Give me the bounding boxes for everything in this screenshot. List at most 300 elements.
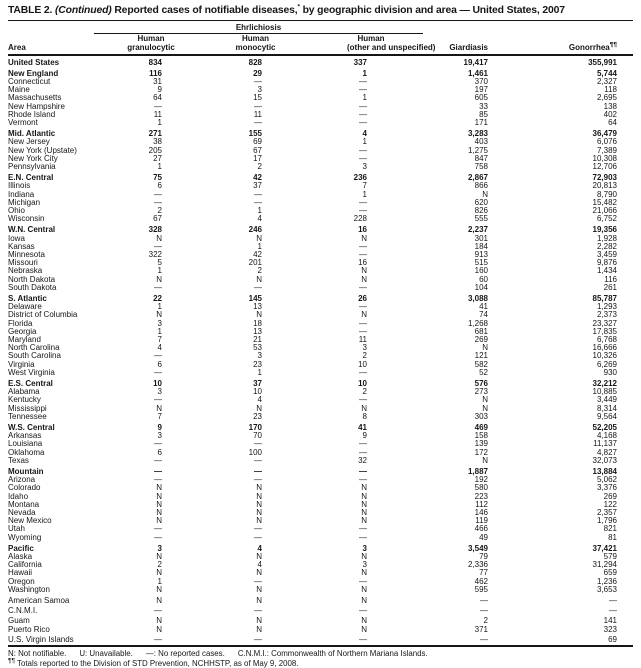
value-cell: N [361,596,367,606]
value-cell: — [359,395,367,405]
value-cell: N [361,584,367,594]
value-cell: 4 [257,543,262,553]
value-cell: N [256,516,262,526]
gonorrhea-column-header [495,34,633,55]
table-row [8,284,633,292]
value-cell: 64 [153,93,162,103]
value-cell: 7 [362,181,367,191]
value-cell: 11,137 [593,439,617,449]
ehrlichiosis-group-header [122,21,395,34]
value-cell: N [256,491,262,501]
value-cell: 3,376 [596,483,617,493]
area-cell: W.N. Central [8,225,56,235]
value-cell: 42 [253,173,262,183]
value-cell: N [361,615,367,625]
column-header-row [8,34,633,55]
value-cell: 41 [358,423,367,433]
area-cell: E.S. Central [8,379,53,389]
gonorrhea-label: Gonorrhea [568,43,610,52]
table-row [8,625,633,635]
value-cell: 466 [474,524,488,534]
value-cell: 758 [474,161,488,171]
area-cell: North Carolina [8,343,60,353]
area-cell: Pennsylvania [8,161,56,171]
area-cell: Mid. Atlantic [8,129,56,139]
value-cell: N [256,508,262,518]
value-cell: 10 [253,387,262,397]
area-cell: S. Atlantic [8,293,47,303]
area-cell: Indiana [8,189,35,199]
table-row [8,352,633,360]
table-header [8,21,633,55]
table-row [8,86,633,94]
value-cell: 8 [362,411,367,421]
value-cell: — [359,101,367,111]
table-row [8,182,633,190]
value-cell: 1 [157,117,162,127]
value-cell: N [256,584,262,594]
value-cell: N [156,508,162,518]
area-column-header: Area [8,34,122,55]
value-cell: N [156,491,162,501]
value-cell: 53 [253,343,262,353]
value-cell: 112 [475,499,488,509]
value-cell: N [256,233,262,243]
value-cell: N [156,552,162,562]
value-cell: 930 [603,367,617,377]
table-row [8,605,633,615]
value-cell: 4 [157,343,162,353]
value-cell: — [154,197,162,207]
gonorrhea-footnote-marker: ¶¶ [609,41,617,49]
value-cell: 155 [248,129,262,139]
value-cell: — [254,467,262,477]
value-cell: N [361,266,367,276]
area-cell: Ohio [8,205,25,215]
value-cell: — [359,117,367,127]
value-cell: — [359,153,367,163]
table-row [8,369,633,377]
title-text: Reported cases of notifiable diseases, [111,5,298,16]
value-cell: — [254,197,262,207]
table-row [8,449,633,457]
value-cell: 15,482 [592,197,617,207]
table-row [8,320,633,328]
value-cell: 21 [253,335,262,344]
value-cell: — [359,605,367,615]
value-cell: 273 [474,387,488,397]
value-cell: — [254,475,262,485]
value-cell: 3 [157,543,162,553]
value-cell: 2 [362,387,367,397]
value-cell: — [359,439,367,449]
value-cell: — [254,605,262,615]
area-cell: Florida [8,318,33,328]
table-row [8,413,633,421]
value-cell: 15 [253,93,262,103]
legend-item: U: Unavailable. [79,649,133,659]
value-cell: — [359,524,367,534]
area-cell: Oregon [8,576,35,586]
value-cell: N [361,568,367,578]
value-cell: N [256,274,262,284]
value-cell: 3 [257,85,262,95]
area-cell: Maine [8,85,30,95]
value-cell: 23 [253,359,262,369]
value-cell: 355,991 [588,57,617,67]
footnotes [8,647,633,668]
table-row [8,509,633,517]
title-continued: (Continued) [54,5,112,16]
table-row [8,569,633,577]
value-cell: 3 [157,387,162,397]
table-row [8,251,633,259]
value-cell: 170 [248,423,262,433]
value-cell: 2,327 [596,76,617,86]
area-cell: Missouri [8,258,38,268]
value-cell: — [154,189,162,199]
value-cell: 11 [358,335,367,344]
value-cell: — [359,447,367,457]
table-row [8,303,633,311]
table-row [8,440,633,448]
value-cell: 116 [149,68,162,78]
value-cell: 2,336 [467,560,488,570]
value-cell: 72,903 [592,173,617,183]
table-row [8,119,633,127]
table-row [8,111,633,119]
table-row [8,396,633,404]
table-row [8,344,633,352]
value-cell: 31 [153,76,162,86]
area-cell: New York (Upstate) [8,145,77,155]
human-other-column-header [295,34,436,55]
value-cell: 9 [362,431,367,441]
human-granulocytic-column-header [122,34,180,55]
value-cell: 3,088 [467,293,488,303]
value-cell: 595 [474,584,488,594]
value-cell: — [254,282,262,292]
value-cell: 6,752 [596,214,617,224]
value-cell: 301 [474,233,488,243]
value-cell: — [154,351,162,361]
value-cell: 13,884 [592,467,617,477]
value-cell: 4,168 [596,431,617,441]
value-cell: 75 [153,173,162,183]
value-cell: 11 [153,109,162,119]
spacer-cell [395,21,495,34]
value-cell: 1 [257,205,262,215]
table-row [8,163,633,171]
value-cell: — [154,439,162,449]
value-cell: 2 [257,266,262,276]
value-cell: — [154,467,162,477]
value-cell: 118 [604,85,617,95]
value-cell: N [361,491,367,501]
value-cell: N [361,499,367,509]
value-cell: 2,282 [596,241,617,251]
value-cell: — [254,455,262,465]
value-cell: 261 [603,282,617,292]
value-cell: 70 [253,431,262,441]
table-row [8,267,633,275]
table-row [8,405,633,413]
value-cell: 21,066 [592,205,617,215]
area-cell: Washington [8,584,50,594]
area-cell: Nevada [8,508,36,518]
value-cell: 16,666 [592,343,617,353]
value-cell: 2 [483,615,488,625]
value-cell: 834 [148,57,162,67]
table-title [8,5,633,21]
value-cell: 64 [608,117,617,127]
value-cell: N [361,552,367,562]
value-cell: — [154,634,162,644]
value-cell: 605 [474,93,488,103]
value-cell: 6 [157,359,162,369]
table-row [8,553,633,561]
value-cell: 4,827 [596,447,617,457]
value-cell: 3,459 [596,249,617,259]
area-cell: Massachusetts [8,93,62,103]
value-cell: — [154,524,162,534]
value-cell: N [256,403,262,413]
value-cell: N [256,499,262,509]
value-cell: 828 [248,57,262,67]
value-cell: 29 [253,68,262,78]
area-cell: Hawaii [8,568,33,578]
value-cell: 1 [362,137,367,147]
value-cell: 2 [362,351,367,361]
table-row [8,292,633,303]
value-cell: 69 [608,634,617,644]
value-cell: 172 [474,447,488,457]
value-cell: — [254,117,262,127]
value-cell: — [154,101,162,111]
table-row [8,484,633,492]
value-cell: 4 [257,560,262,570]
area-cell: Arkansas [8,431,42,441]
value-cell: 3,283 [467,129,488,139]
title-text-2: by geographic division and area — United States, 2007 [299,5,565,16]
value-cell: N [156,516,162,526]
value-cell: 1 [257,367,262,377]
area-cell: Delaware [8,302,42,312]
value-cell: 20,813 [592,181,617,191]
value-cell: N [482,455,488,465]
value-cell: 2 [257,161,262,171]
table-row [8,328,633,336]
value-cell: N [361,310,367,320]
value-cell: — [359,109,367,119]
table-row [8,207,633,215]
value-cell: — [154,605,162,615]
area-cell: Colorado [8,483,41,493]
value-cell: N [256,483,262,493]
value-cell: 462 [474,576,488,586]
group-header-row [8,21,633,34]
value-cell: 5 [157,258,162,268]
table-row [8,586,633,594]
value-cell: — [359,326,367,336]
value-cell: 3 [362,161,367,171]
value-cell: 171 [474,117,488,127]
value-cell: 141 [603,615,617,625]
value-cell: N [361,274,367,284]
value-cell: N [156,596,162,606]
value-cell: 37 [253,379,262,389]
value-cell: 371 [474,625,488,635]
value-cell: 323 [603,625,617,635]
value-cell: 52 [479,367,488,377]
area-cell: New Mexico [8,516,52,526]
value-cell: 3,549 [467,543,488,553]
giardiasis-column-header: Giardiasis [395,34,495,55]
table-row [8,465,633,476]
table-row [8,94,633,102]
area-cell: Idaho [8,491,29,501]
table-row [8,525,633,533]
value-cell: 9 [157,423,162,433]
value-cell: 1 [257,241,262,251]
value-cell: 580 [474,483,488,493]
value-cell: 79 [479,552,488,562]
area-cell: Wyoming [8,532,42,542]
header-line: monocytic [235,43,276,52]
value-cell: 9,564 [596,411,617,421]
value-cell: — [154,532,162,542]
area-cell: Rhode Island [8,109,56,119]
value-cell: 2,867 [467,173,488,183]
value-cell: N [361,483,367,493]
value-cell: — [254,101,262,111]
value-cell: 1 [362,68,367,78]
value-cell: — [359,634,367,644]
footnote-legend-line [8,649,633,659]
value-cell: 121 [474,351,488,361]
value-cell: 10,885 [592,387,617,397]
table-row [8,215,633,223]
value-cell: 52,205 [592,423,617,433]
value-cell: 1,236 [596,576,617,586]
value-cell: 201 [248,258,262,268]
table-row [8,377,633,388]
area-cell: Texas [8,455,29,465]
value-cell: 223 [474,491,488,501]
value-cell: 32,212 [592,379,617,389]
value-cell: 10 [358,379,367,389]
area-cell: New Hampshire [8,101,65,111]
value-cell: 620 [474,197,488,207]
value-cell: 36,479 [592,129,617,139]
value-cell: — [359,76,367,86]
value-cell: N [156,499,162,509]
table-row [8,191,633,199]
title-asterisk: * [297,3,300,11]
value-cell: 11 [253,109,262,119]
value-cell: — [154,282,162,292]
value-cell: 1,268 [467,318,488,328]
value-cell: 337 [353,57,367,67]
value-cell: — [359,475,367,485]
value-cell: 7 [157,411,162,421]
value-cell: 146 [474,508,488,518]
header-line: Human [137,34,165,43]
area-cell: Georgia [8,326,37,336]
area-cell: Nebraska [8,266,43,276]
value-cell: 659 [603,568,617,578]
area-cell: West Virginia [8,367,55,377]
value-cell: 847 [474,153,488,163]
value-cell: 246 [248,225,262,235]
value-cell: 9,876 [596,258,617,268]
value-cell: 197 [474,85,488,95]
value-cell: 269 [474,335,488,344]
table-row [8,276,633,284]
value-cell: — [359,576,367,586]
value-cell: 3 [257,351,262,361]
value-cell: N [482,395,488,405]
value-cell: 41 [479,302,488,312]
table-row [8,78,633,86]
area-cell: Virginia [8,359,35,369]
value-cell: 2 [157,560,162,570]
value-cell: 681 [474,326,488,336]
area-cell: Montana [8,499,40,509]
area-cell: Arizona [8,475,36,485]
value-cell: 826 [474,205,488,215]
value-cell: — [359,302,367,312]
header-line: Human [357,34,385,43]
value-cell: 1 [157,576,162,586]
value-cell: 160 [474,266,488,276]
value-cell: 104 [474,282,488,292]
value-cell: 60 [479,274,488,284]
value-cell: — [359,85,367,95]
area-cell: Utah [8,524,25,534]
table-row [8,361,633,369]
value-cell: N [256,596,262,606]
value-cell: 6 [157,447,162,457]
area-cell: Minnesota [8,249,45,259]
value-cell: — [359,249,367,259]
value-cell: — [254,524,262,534]
value-cell: 2 [157,205,162,215]
legend-item: N: Not notifiable. [8,649,67,659]
value-cell: — [254,634,262,644]
value-cell: N [256,552,262,562]
value-cell: 6,076 [596,137,617,147]
area-cell: American Samoa [8,596,70,606]
table-row [8,138,633,146]
value-cell: — [154,455,162,465]
area-cell: North Dakota [8,274,56,284]
value-cell: 1,461 [467,68,488,78]
value-cell: 1 [157,266,162,276]
table-row [8,336,633,344]
value-cell: N [482,403,488,413]
value-cell: N [156,625,162,635]
table-row [8,259,633,267]
value-cell: 138 [603,101,617,111]
table-body [8,55,633,644]
table-row [8,476,633,484]
value-cell: — [254,532,262,542]
table-row [8,155,633,163]
area-cell: South Carolina [8,351,61,361]
value-cell: 23 [253,411,262,421]
value-cell: 228 [353,214,367,224]
